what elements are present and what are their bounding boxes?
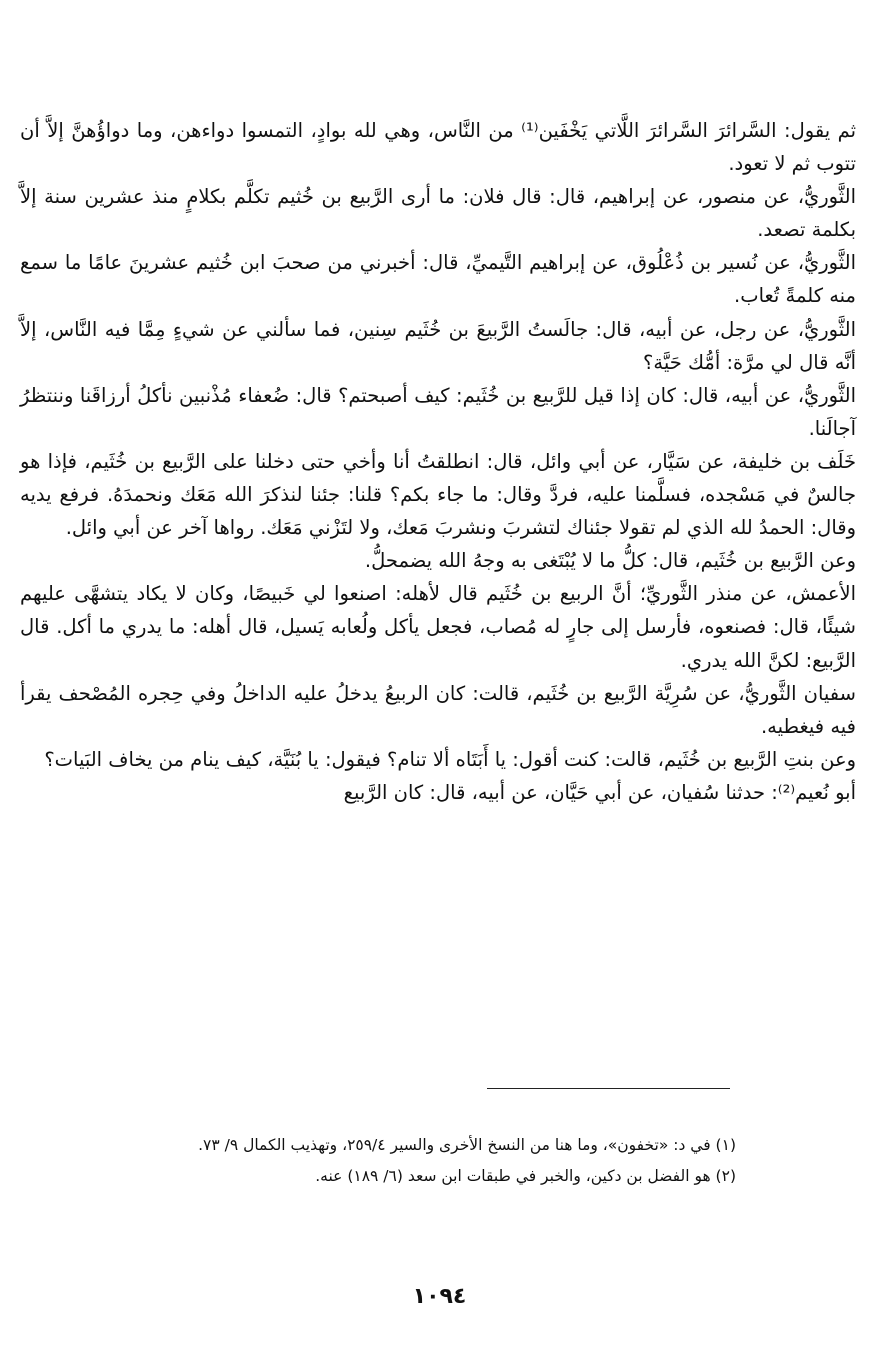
paragraph-5: الثَّوريُّ، عن أبيه، قال: كان إذا قيل للرَّبيع بن خُثَيم: كيف أصبحتم؟ قال: ضُعفاء مُذْنبين نأكلُ أرزاقَنا وننتظرُ آجالَنا.	[20, 383, 856, 440]
footnote-divider	[487, 1088, 730, 1089]
footnote-2: (٢) هو الفضل بن دكين، والخبر في طبقات ابن سعد (٦/ ١٨٩) عنه.	[315, 1167, 736, 1185]
paragraph-3: الثَّوريُّ، عن نُسير بن ذُعْلُوق، عن إبراهيم التَّيميِّ، قال: أخبرني من صحبَ ابن خُثيم عشرينَ عامًا ما سمع منه كلمةً تُعاب.	[20, 251, 856, 308]
paragraph-6: خَلَف بن خليفة، عن سَيَّار، عن أبي وائل، قال: انطلقتُ أنا وأخي حتى دخلنا على الرَّبيع بن خُثَيم، فإذا هو جالسٌ في مَسْجده، فسلَّمنا عليه، فردَّ وقال: ما جاء بكم؟ قلنا: جئنا لنذكرَ الله مَعَك ونحمدَهُ. فرفع يديه وقال: الحمدُ لله الذي لم تقولا جئناك لتشربَ ونشربَ مَعك، ولا لتَزْني مَعَك. رواها آخر عن أبي وائل.	[20, 449, 856, 540]
paragraph-1: ثم يقول: السَّرائرَ السَّرائرَ اللَّاتي يَخْفَين⁽¹⁾ من النَّاس، وهي لله بوادٍ، التمسوا دواءهن، وما دواؤُهنَّ إلاَّ أن تتوب ثم لا تعود.	[20, 119, 856, 176]
paragraph-10: وعن بنتِ الرَّبيع بن خُثَيم، قالت: كنت أقول: يا أَبَتَاه ألا تنام؟ فيقول: يا بُنَيَّة، كيف ينام من يخاف البَيات؟	[44, 747, 856, 771]
footnote-1: (١) في د: «تخفون»، وما هنا من النسخ الأخرى والسير ٢٥٩/٤، وتهذيب الكمال ٩/ ٧٣.	[198, 1136, 736, 1154]
paragraph-8: الأعمش، عن منذر الثَّوريِّ؛ أنَّ الربيع بن خُثَيم قال لأهله: اصنعوا لي خَبيصًا، وكان لا يكاد يتشهَّى عليهم شيئًا، قال: فصنعوه، فأرسل إلى جارٍ له مُصاب، فجعل يأكل ولُعابه يَسيل، قال أهله: ما يدري ما أكل. قال الرَّبيع: لكنَّ الله يدري.	[20, 582, 856, 672]
paragraph-4: الثَّوريُّ، عن رجل، عن أبيه، قال: جالَستُ الرَّبيعَ بن خُثَيم سِنين، فما سألني عن شيءٍ مِمَّا فيه النَّاس، إلاَّ أنَّه قال لي مرَّة: أمُّك حَيَّة؟	[20, 317, 856, 374]
paragraph-2: الثَّوريُّ، عن منصور، عن إبراهيم، قال: قال فلان: ما أرى الرَّبيع بن خُثيم تكلَّم بكلامٍ منذ عشرين سنة إلاَّ بكلمة تصعد.	[20, 185, 856, 242]
paragraph-9: سفيان الثَّوريُّ، عن سُرِيَّة الرَّبيع بن خُثَيم، قالت: كان الربيعُ يدخلُ عليه الداخلُ وفي حِجره المُصْحف يقرأ فيه فيغطيه.	[20, 681, 856, 738]
page-number: ١٠٩٤	[412, 1284, 467, 1309]
paragraph-11: أبو نُعيم⁽²⁾: حدثنا سُفيان، عن أبي حَيَّان، عن أبيه، قال: كان الرَّبيع	[343, 780, 856, 804]
main-text-body	[20, 114, 856, 809]
paragraph-7: وعن الرَّبيع بن خُثَيم، قال: كلُّ ما لا يُبْتَغى به وجهُ الله يضمحلُّ.	[364, 549, 856, 573]
footnotes	[20, 1132, 736, 1194]
